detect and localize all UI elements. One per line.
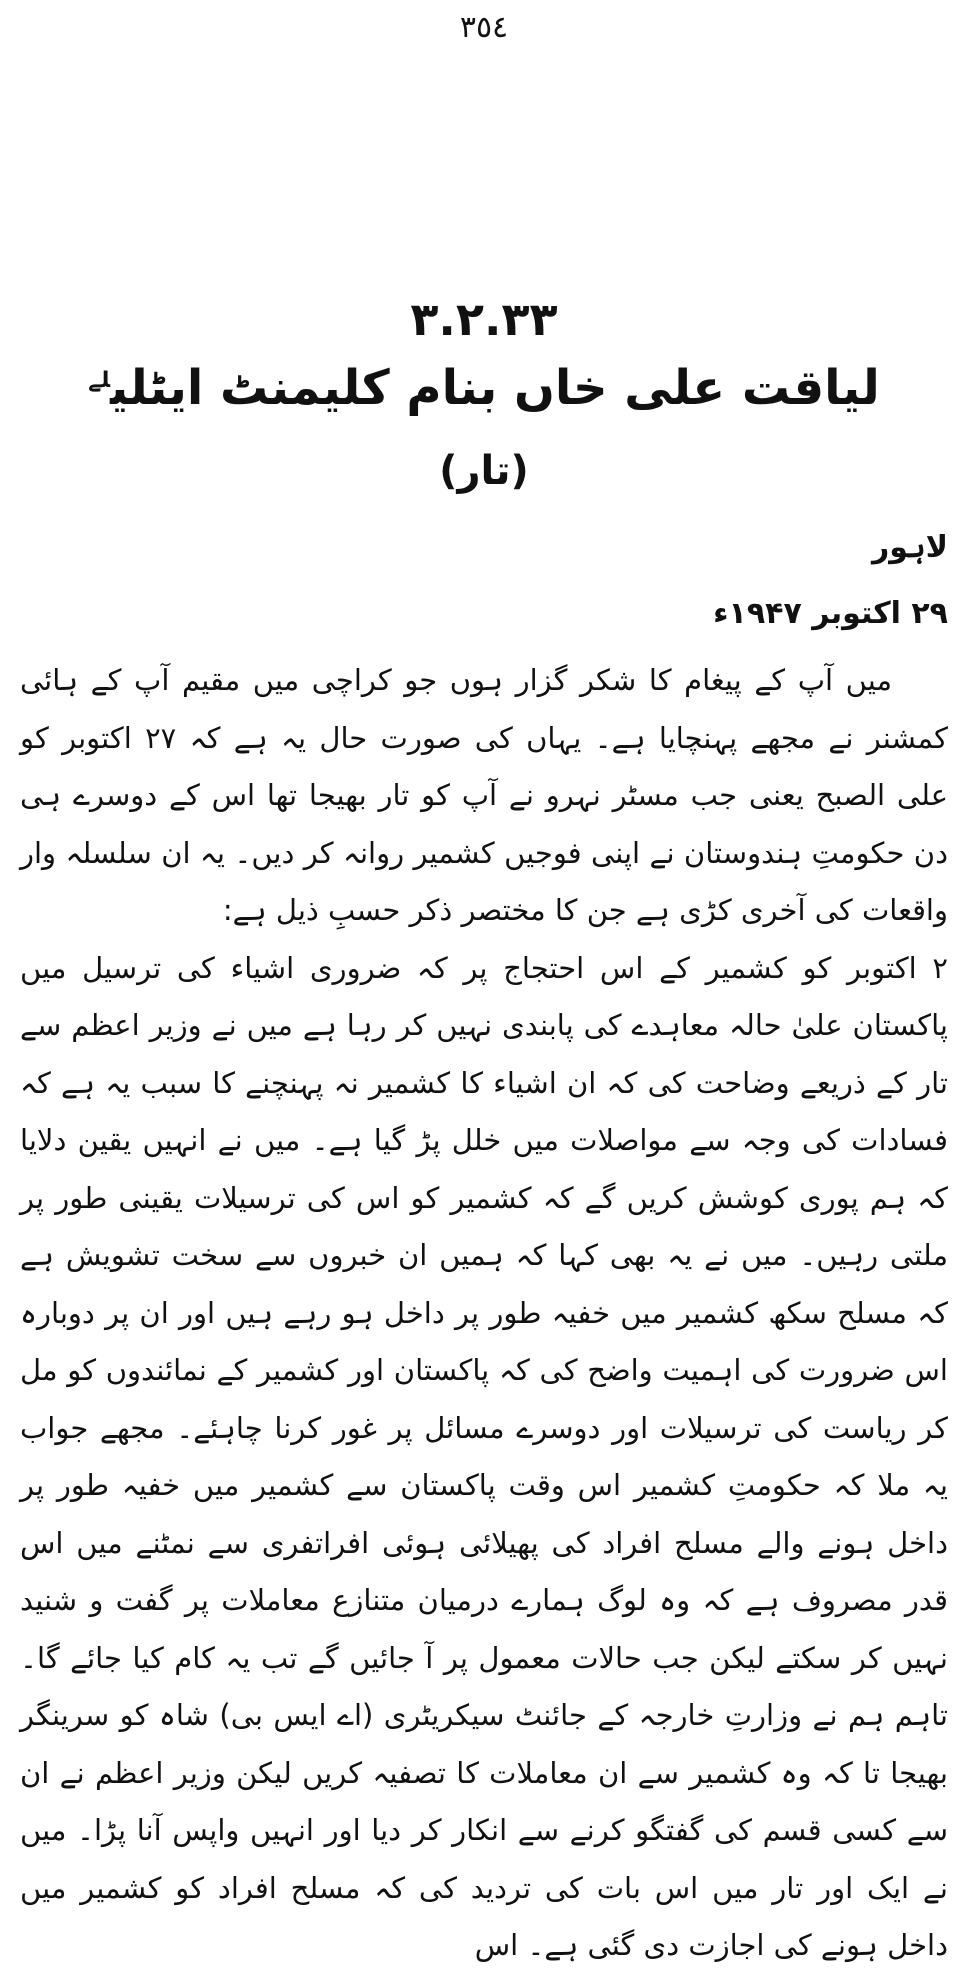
body-paragraph-2: ۲ اکتوبر کو کشمیر کے اس احتجاج پر کہ ضروری اشیاء کی ترسیل میں پاکستان علیٰ حالہ معاہدے کی پابندی نہیں کر رہا ہے میں نے وزیر اعظم سے تار کے ذریعے وضاحت کی کہ ان اشیاء کا کشمیر نہ پہنچنے کا سبب یہ ہے کہ فسادات کی وجہ سے مواصلات میں خلل پڑ گیا ہے۔ میں نے انہیں یقین دلایا کہ ہم پوری کوشش کریں گے کہ کشمیر کو اس کی ترسیلات یقینی طور پر ملتی رہیں۔ میں نے یہ بھی کہا کہ ہمیں ان خبروں سے سخت تشویش ہے کہ مسلح سکھ کشمیر میں خفیہ طور پر داخل ہو رہے ہیں اور ان پر دوبارہ اس ضرورت کی اہمیت واضح کی کہ پاکستان اور کشمیر کے نمائندوں کو مل کر ریاست کی ترسیلات اور دوسرے مسائل پر غور کرنا چاہئے۔ مجھے جواب یہ ملا کہ حکومتِ کشمیر اس وقت پاکستان سے کشمیر میں خفیہ طور پر داخل ہونے والے مسلح افراد کی پھیلائی ہوئی افراتفری سے نمٹنے میں اس قدر مصروف ہے کہ وہ لوگ ہمارے درمیان متنازع معاملات پر گفت و شنید نہیں کر سکتے لیکن جب حالات معمول پر آ جائیں گے تب یہ کام کیا جائے گا۔ تاہم ہم نے وزارتِ خارجہ کے جائنٹ سیکریٹری (اے ایس بی) شاہ کو سرینگر بھیجا تا کہ وہ کشمیر سے ان معاملات کا تصفیہ کریں لیکن وزیر اعظم نے ان سے کسی قسم کی گفتگو کرنے سے انکار کر دیا اور انہیں واپس آنا پڑا۔ میں نے ایک اور تار میں اس بات کی تردید کی کہ مسلح افراد کو کشمیر میں داخل ہونے کی اجازت دی گئی ہے۔ اس xyxy=(20,950,948,1962)
footnote-mark: لے xyxy=(88,368,111,393)
document-title xyxy=(0,360,968,416)
letter-place: لاہور xyxy=(872,530,948,565)
letter-date: ۲۹ اکتوبر ۱۹۴۷ء xyxy=(713,596,948,631)
body-paragraph-1: میں آپ کے پیغام کا شکر گزار ہوں جو کراچی میں مقیم آپ کے ہائی کمشنر نے مجھے پہنچایا ہے۔ یہاں کی صورت حال یہ ہے کہ ۲۷ اکتوبر کو علی الصبح یعنی جب مسٹر نہرو نے آپ کو تار بھیجا تھا اس کے دوسرے ہی دن حکومتِ ہندوستان نے اپنی فوجیں کشمیر روانہ کر دیں۔ یہ ان سلسلہ وار واقعات کی آخری کڑی ہے جن کا مختصر ذکر حسبِ ذیل ہے: xyxy=(20,663,948,927)
letter-body xyxy=(20,652,948,1975)
document-number: ٣.٢.٣٣ xyxy=(410,292,558,346)
page-number: ٣٥٤ xyxy=(459,10,509,45)
document-type: (تار) xyxy=(439,448,529,494)
document-title-text: لیاقت علی خاں بنام کلیمنٹ ایٹلی xyxy=(110,360,880,416)
